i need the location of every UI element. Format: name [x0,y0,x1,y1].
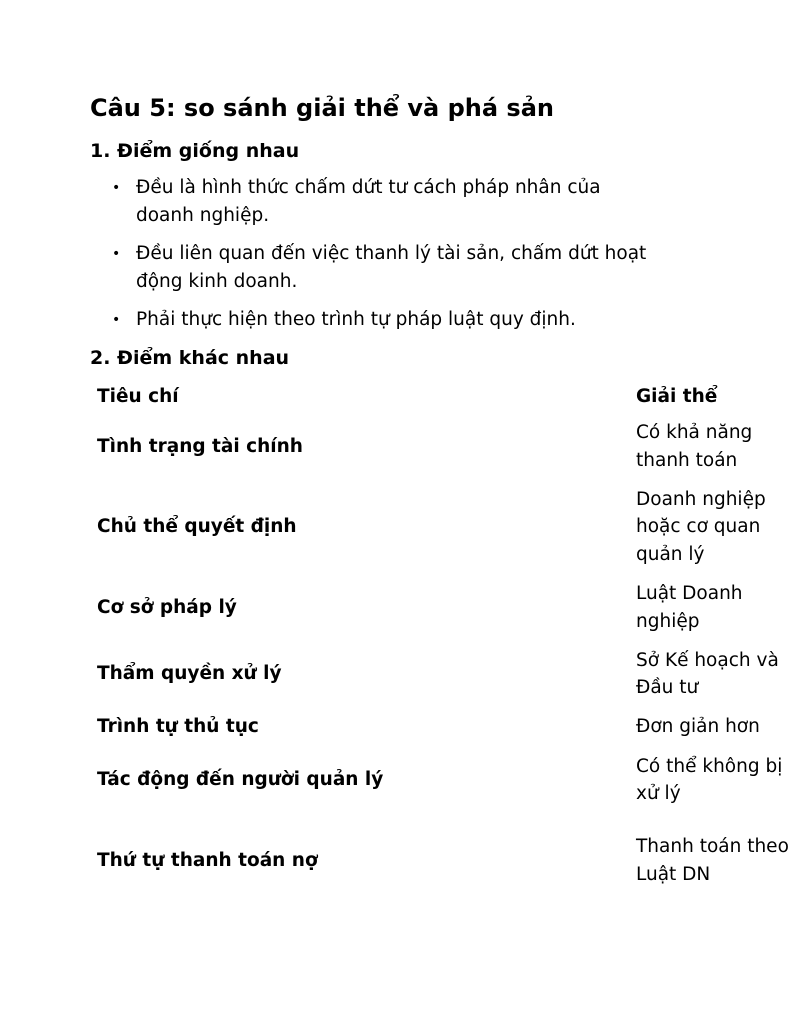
value-cell: Có thể không bị xử lý [636,755,783,804]
section-heading-similarities: 1. Điểm giống nhau [90,140,300,162]
bullet-icon: • [112,312,121,328]
value-cell: Sở Kế hoạch và Đầu tư [636,649,779,698]
criterion-cell: Tác động đến người quản lý [97,769,384,791]
bullet-icon: • [112,246,121,262]
value-cell: Doanh nghiệp hoặc cơ quan quản lý [636,488,766,565]
criterion-cell: Cơ sở pháp lý [97,596,237,618]
table-row [97,480,797,574]
table-header-row [97,380,797,413]
criterion-cell: Thứ tự thanh toán nợ [97,849,318,871]
value-cell: Thanh toán theo Luật DN [636,836,789,885]
value-cell: Luật Doanh nghiệp [636,583,743,632]
list-item [110,240,650,296]
list-item-text: Đều là hình thức chấm dứt tư cách pháp nhân của doanh nghiệp. [136,177,601,226]
list-item-text: Đều liên quan đến việc thanh lý tài sản, chấm dứt hoạt động kinh doanh. [136,243,647,292]
table-row [97,413,797,480]
criterion-cell: Thẩm quyền xử lý [97,663,282,685]
table-row [97,707,797,747]
table-row [97,813,797,908]
bullet-icon: • [112,180,121,196]
table-row [97,641,797,707]
similarities-list [110,174,650,344]
comparison-table [97,380,797,908]
criterion-cell: Tình trạng tài chính [97,435,303,457]
list-item [110,174,650,230]
page-title: Câu 5: so sánh giải thể và phá sản [90,94,554,122]
list-item-text: Phải thực hiện theo trình tự pháp luật quy định. [136,309,576,330]
criterion-cell: Trình tự thủ tục [97,716,259,738]
criterion-cell: Chủ thể quyết định [97,516,297,538]
value-cell: Đơn giản hơn [636,716,760,738]
table-row [97,747,797,813]
list-item [110,306,650,334]
table-row [97,574,797,641]
column-header-criterion: Tiêu chí [97,385,179,407]
column-header-dissolution: Giải thể [636,385,718,407]
value-cell: Có khả năng thanh toán [636,422,753,471]
section-heading-differences: 2. Điểm khác nhau [90,347,290,369]
